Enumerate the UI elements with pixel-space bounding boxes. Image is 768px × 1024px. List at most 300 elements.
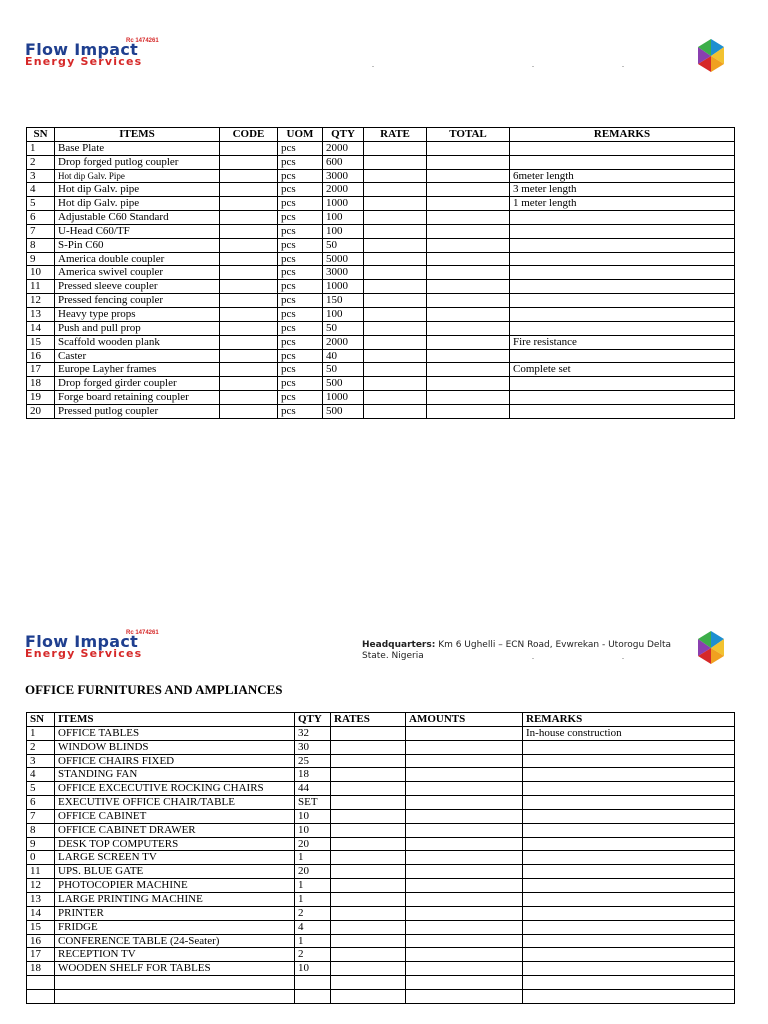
table-cell: 3000 <box>323 266 364 280</box>
table-cell: pcs <box>278 280 323 294</box>
table-cell: 18 <box>295 768 331 782</box>
table-cell: 13 <box>27 307 55 321</box>
col-header-sn: SN <box>27 128 55 142</box>
table-cell: Pressed putlog coupler <box>55 404 220 418</box>
table-cell <box>331 892 406 906</box>
table-cell: 1 <box>295 851 331 865</box>
table-cell <box>406 740 523 754</box>
table-row <box>27 238 735 252</box>
table-cell: FRIDGE <box>55 920 295 934</box>
company-logo <box>25 38 170 68</box>
table-cell: pcs <box>278 377 323 391</box>
table-cell <box>331 948 406 962</box>
table-cell: Hot dip Galv. Pipe <box>55 169 220 183</box>
table-cell <box>406 768 523 782</box>
table-row <box>27 197 735 211</box>
table-cell: 10 <box>295 823 331 837</box>
table-row <box>27 851 735 865</box>
table-row <box>27 740 735 754</box>
table-cell: 17 <box>27 948 55 962</box>
table-cell: U-Head C60/TF <box>55 224 220 238</box>
table-cell <box>523 879 735 893</box>
table-cell: 4 <box>27 183 55 197</box>
logo-line2: Energy Services <box>25 647 143 660</box>
table-cell <box>220 404 278 418</box>
table-row <box>27 754 735 768</box>
company-logo <box>25 630 170 660</box>
table-cell: 500 <box>323 404 364 418</box>
table-cell <box>523 948 735 962</box>
table-cell: 8 <box>27 823 55 837</box>
table-cell <box>331 726 406 740</box>
table-cell <box>27 989 55 1003</box>
table-cell <box>406 920 523 934</box>
table-cell <box>523 782 735 796</box>
logo-line1: Flow Impact <box>25 632 139 651</box>
table-cell: DESK TOP COMPUTERS <box>55 837 295 851</box>
table-cell <box>331 906 406 920</box>
table-cell: RECEPTION TV <box>55 948 295 962</box>
table-cell: LARGE PRINTING MACHINE <box>55 892 295 906</box>
col-header-rate: RATE <box>364 128 427 142</box>
table-cell <box>510 307 735 321</box>
table-cell: 50 <box>323 238 364 252</box>
table-row <box>27 796 735 810</box>
table-cell <box>295 989 331 1003</box>
table-row <box>27 349 735 363</box>
table-cell: 44 <box>295 782 331 796</box>
table-cell: 14 <box>27 906 55 920</box>
col-header-sn: SN <box>27 713 55 727</box>
table-cell: 1000 <box>323 280 364 294</box>
table-cell <box>406 837 523 851</box>
table-cell <box>523 768 735 782</box>
table-cell: 11 <box>27 280 55 294</box>
table-cell <box>331 823 406 837</box>
table-cell: 2 <box>295 948 331 962</box>
table-cell <box>364 363 427 377</box>
table-cell: 32 <box>295 726 331 740</box>
table-cell <box>523 920 735 934</box>
table-header-row <box>27 128 735 142</box>
table-row <box>27 934 735 948</box>
table-cell <box>510 321 735 335</box>
col-header-remarks: REMARKS <box>510 128 735 142</box>
table-cell <box>55 989 295 1003</box>
table-cell: pcs <box>278 224 323 238</box>
table-cell <box>523 796 735 810</box>
table-cell: 5 <box>27 197 55 211</box>
table-cell <box>523 740 735 754</box>
table-cell: pcs <box>278 335 323 349</box>
table-cell: S-Pin C60 <box>55 238 220 252</box>
table-row <box>27 962 735 976</box>
logo-rc-number: Rc 1474261 <box>126 38 159 44</box>
table-row <box>27 391 735 405</box>
table-cell <box>406 906 523 920</box>
table-cell: PHOTOCOPIER MACHINE <box>55 879 295 893</box>
table-cell: 12 <box>27 879 55 893</box>
table-cell: 0 <box>27 851 55 865</box>
table-cell <box>364 280 427 294</box>
table-cell <box>220 377 278 391</box>
table-cell: 2 <box>27 740 55 754</box>
table-cell <box>364 141 427 155</box>
table-cell <box>510 377 735 391</box>
col-header-items: ITEMS <box>55 713 295 727</box>
table-row <box>27 224 735 238</box>
table-row <box>27 404 735 418</box>
table-cell <box>523 934 735 948</box>
table-cell <box>523 823 735 837</box>
table-cell <box>427 266 510 280</box>
table-cell <box>510 141 735 155</box>
table-cell: 2000 <box>323 335 364 349</box>
table-row <box>27 321 735 335</box>
table-cell: pcs <box>278 183 323 197</box>
table-row <box>27 768 735 782</box>
table-cell <box>406 948 523 962</box>
table-cell <box>220 224 278 238</box>
table-row <box>27 989 735 1003</box>
table-cell: America double coupler <box>55 252 220 266</box>
table-cell: 10 <box>295 962 331 976</box>
table-cell <box>220 349 278 363</box>
table-cell: 3 <box>27 169 55 183</box>
table-cell <box>364 197 427 211</box>
table-cell: 7 <box>27 224 55 238</box>
table-cell <box>220 280 278 294</box>
table-cell: 50 <box>323 363 364 377</box>
table-cell: pcs <box>278 404 323 418</box>
table-cell <box>331 989 406 1003</box>
header-mark: . <box>532 652 534 661</box>
table-cell: 20 <box>295 865 331 879</box>
table-row <box>27 948 735 962</box>
table-cell: EXECUTIVE OFFICE CHAIR/TABLE <box>55 796 295 810</box>
table-cell: pcs <box>278 197 323 211</box>
table-row <box>27 879 735 893</box>
table-cell <box>406 823 523 837</box>
table-row <box>27 294 735 308</box>
table-cell: 600 <box>323 155 364 169</box>
table-cell <box>220 307 278 321</box>
table-row <box>27 183 735 197</box>
table-cell <box>406 989 523 1003</box>
table-cell: 16 <box>27 934 55 948</box>
table-cell: 3 <box>27 754 55 768</box>
header-mark: . <box>372 60 374 69</box>
table-cell <box>220 141 278 155</box>
table-cell <box>55 976 295 990</box>
col-header-items: ITEMS <box>55 128 220 142</box>
table-cell <box>364 321 427 335</box>
table-cell: pcs <box>278 391 323 405</box>
table-cell: Heavy type props <box>55 307 220 321</box>
table-cell <box>406 892 523 906</box>
table-row <box>27 280 735 294</box>
table-cell <box>427 363 510 377</box>
table-cell <box>427 321 510 335</box>
table-cell <box>427 197 510 211</box>
table-cell <box>427 335 510 349</box>
table-cell: 3000 <box>323 169 364 183</box>
table-cell: 4 <box>27 768 55 782</box>
table-cell: 6 <box>27 796 55 810</box>
table-cell: In-house construction <box>523 726 735 740</box>
header-mark: . <box>532 60 534 69</box>
table-cell: Push and pull prop <box>55 321 220 335</box>
table-cell: 10 <box>27 266 55 280</box>
table-cell: 15 <box>27 335 55 349</box>
table-cell <box>510 280 735 294</box>
table-cell <box>406 879 523 893</box>
table-row <box>27 266 735 280</box>
table-cell <box>427 211 510 225</box>
table-cell <box>427 224 510 238</box>
table-row <box>27 335 735 349</box>
table-cell: Scaffold wooden plank <box>55 335 220 349</box>
table-cell: 2000 <box>323 183 364 197</box>
table-cell <box>364 294 427 308</box>
table-cell: 20 <box>295 837 331 851</box>
table-cell <box>427 294 510 308</box>
table-cell <box>331 851 406 865</box>
brand-hexagon-icon <box>696 38 726 74</box>
table-cell: 1 <box>27 141 55 155</box>
table-cell: STANDING FAN <box>55 768 295 782</box>
table-cell <box>331 782 406 796</box>
table-cell: 2000 <box>323 141 364 155</box>
table-cell: 1 <box>27 726 55 740</box>
table-cell <box>523 851 735 865</box>
table-cell <box>510 155 735 169</box>
table-cell <box>523 976 735 990</box>
table-cell: Fire resistance <box>510 335 735 349</box>
table-cell <box>427 391 510 405</box>
table-cell: WOODEN SHELF FOR TABLES <box>55 962 295 976</box>
table-cell <box>364 377 427 391</box>
col-header-qty: QTY <box>323 128 364 142</box>
table-cell: Hot dip Galv. pipe <box>55 197 220 211</box>
table-cell: SET <box>295 796 331 810</box>
table-cell: Complete set <box>510 363 735 377</box>
table-cell: 8 <box>27 238 55 252</box>
table-cell: Pressed fencing coupler <box>55 294 220 308</box>
table-row <box>27 892 735 906</box>
table-cell <box>220 363 278 377</box>
table-cell <box>331 768 406 782</box>
table-cell: 9 <box>27 837 55 851</box>
table-cell: Drop forged girder coupler <box>55 377 220 391</box>
table-cell <box>510 252 735 266</box>
table-cell: pcs <box>278 211 323 225</box>
table-cell: 1 <box>295 892 331 906</box>
table-cell: 6 <box>27 211 55 225</box>
table-cell: 2 <box>295 906 331 920</box>
table-cell: 13 <box>27 892 55 906</box>
table-cell <box>331 865 406 879</box>
table-cell: pcs <box>278 321 323 335</box>
table-cell: Hot dip Galv. pipe <box>55 183 220 197</box>
table-row <box>27 976 735 990</box>
table-cell <box>220 294 278 308</box>
table-cell: 1 <box>295 879 331 893</box>
table-cell: 100 <box>323 211 364 225</box>
table-cell <box>406 782 523 796</box>
table-cell <box>406 934 523 948</box>
headquarters-address <box>362 640 692 662</box>
table-cell <box>364 252 427 266</box>
table-cell: 50 <box>323 321 364 335</box>
table-cell <box>364 391 427 405</box>
table-cell: Drop forged putlog coupler <box>55 155 220 169</box>
col-header-rates: RATES <box>331 713 406 727</box>
table-cell <box>406 726 523 740</box>
table-cell: pcs <box>278 252 323 266</box>
col-header-code: CODE <box>220 128 278 142</box>
logo-line1: Flow Impact <box>25 40 139 59</box>
table-row <box>27 865 735 879</box>
table-cell <box>523 962 735 976</box>
table-cell <box>406 976 523 990</box>
table-cell: OFFICE CABINET DRAWER <box>55 823 295 837</box>
table-cell: 18 <box>27 377 55 391</box>
col-header-remarks: REMARKS <box>523 713 735 727</box>
table-cell <box>331 837 406 851</box>
table-row <box>27 155 735 169</box>
table-cell: pcs <box>278 155 323 169</box>
table-cell: 5000 <box>323 252 364 266</box>
table-row <box>27 809 735 823</box>
table-cell: pcs <box>278 266 323 280</box>
table-cell <box>510 294 735 308</box>
table-cell: LARGE SCREEN TV <box>55 851 295 865</box>
brand-hexagon-icon <box>696 630 726 666</box>
table-cell <box>427 280 510 294</box>
table-cell <box>364 404 427 418</box>
table-cell <box>427 377 510 391</box>
table-cell: OFFICE TABLES <box>55 726 295 740</box>
table-cell: 3 meter length <box>510 183 735 197</box>
table-cell <box>364 307 427 321</box>
table-cell: 1 meter length <box>510 197 735 211</box>
table-cell <box>523 892 735 906</box>
scaffold-items-table <box>26 127 735 419</box>
table-cell <box>406 754 523 768</box>
table-cell: WINDOW BLINDS <box>55 740 295 754</box>
hq-label: Headquarters: <box>362 640 436 650</box>
table-cell <box>220 211 278 225</box>
table-cell: UPS. BLUE GATE <box>55 865 295 879</box>
table-cell <box>364 349 427 363</box>
table-cell <box>510 349 735 363</box>
table-cell <box>331 962 406 976</box>
table-cell <box>331 920 406 934</box>
table-cell: 7 <box>27 809 55 823</box>
table-row <box>27 377 735 391</box>
table-cell <box>331 740 406 754</box>
header-mark: . <box>622 652 624 661</box>
table-cell <box>220 197 278 211</box>
table-cell: 6meter length <box>510 169 735 183</box>
table-cell <box>523 754 735 768</box>
table-row <box>27 169 735 183</box>
table-row <box>27 726 735 740</box>
table-row <box>27 906 735 920</box>
table-cell <box>406 796 523 810</box>
table-cell: 2 <box>27 155 55 169</box>
table-cell: 150 <box>323 294 364 308</box>
table-cell: pcs <box>278 238 323 252</box>
table-cell <box>364 169 427 183</box>
table-cell: Forge board retaining coupler <box>55 391 220 405</box>
table-cell: America swivel coupler <box>55 266 220 280</box>
table-cell <box>220 335 278 349</box>
table-cell: OFFICE CHAIRS FIXED <box>55 754 295 768</box>
table-cell: Base Plate <box>55 141 220 155</box>
table-cell <box>220 183 278 197</box>
table-cell <box>364 224 427 238</box>
table-cell: 11 <box>27 865 55 879</box>
table-cell <box>510 266 735 280</box>
col-header-uom: UOM <box>278 128 323 142</box>
table-cell <box>331 934 406 948</box>
table-cell: 5 <box>27 782 55 796</box>
table-cell: OFFICE EXCECUTIVE ROCKING CHAIRS <box>55 782 295 796</box>
table-cell <box>406 962 523 976</box>
table-cell <box>406 851 523 865</box>
table-cell <box>510 224 735 238</box>
table-cell: 16 <box>27 349 55 363</box>
table-cell: pcs <box>278 349 323 363</box>
table-cell: 14 <box>27 321 55 335</box>
table-row <box>27 141 735 155</box>
table-row <box>27 920 735 934</box>
table-cell: 1000 <box>323 197 364 211</box>
table-cell <box>220 169 278 183</box>
table-cell: pcs <box>278 169 323 183</box>
table-cell <box>427 141 510 155</box>
table-cell <box>510 404 735 418</box>
table-cell: 100 <box>323 224 364 238</box>
section-title: OFFICE FURNITURES AND AMPLIANCES <box>25 682 283 697</box>
table-cell <box>427 252 510 266</box>
table-cell <box>331 879 406 893</box>
logo-rc-number: Rc 1474261 <box>126 630 159 636</box>
table-cell <box>220 321 278 335</box>
table-cell <box>406 809 523 823</box>
table-cell <box>364 183 427 197</box>
table-row <box>27 211 735 225</box>
office-furniture-table <box>26 712 735 1004</box>
table-cell <box>523 906 735 920</box>
table-cell: 1000 <box>323 391 364 405</box>
table-cell <box>523 837 735 851</box>
table-cell <box>427 349 510 363</box>
col-header-amounts: AMOUNTS <box>406 713 523 727</box>
table-cell: 30 <box>295 740 331 754</box>
table-row <box>27 252 735 266</box>
table-cell <box>523 809 735 823</box>
table-cell <box>295 976 331 990</box>
table-cell <box>331 754 406 768</box>
table-cell <box>27 976 55 990</box>
table-cell: 4 <box>295 920 331 934</box>
table-header-row <box>27 713 735 727</box>
header-mark: . <box>622 60 624 69</box>
table-cell <box>364 238 427 252</box>
